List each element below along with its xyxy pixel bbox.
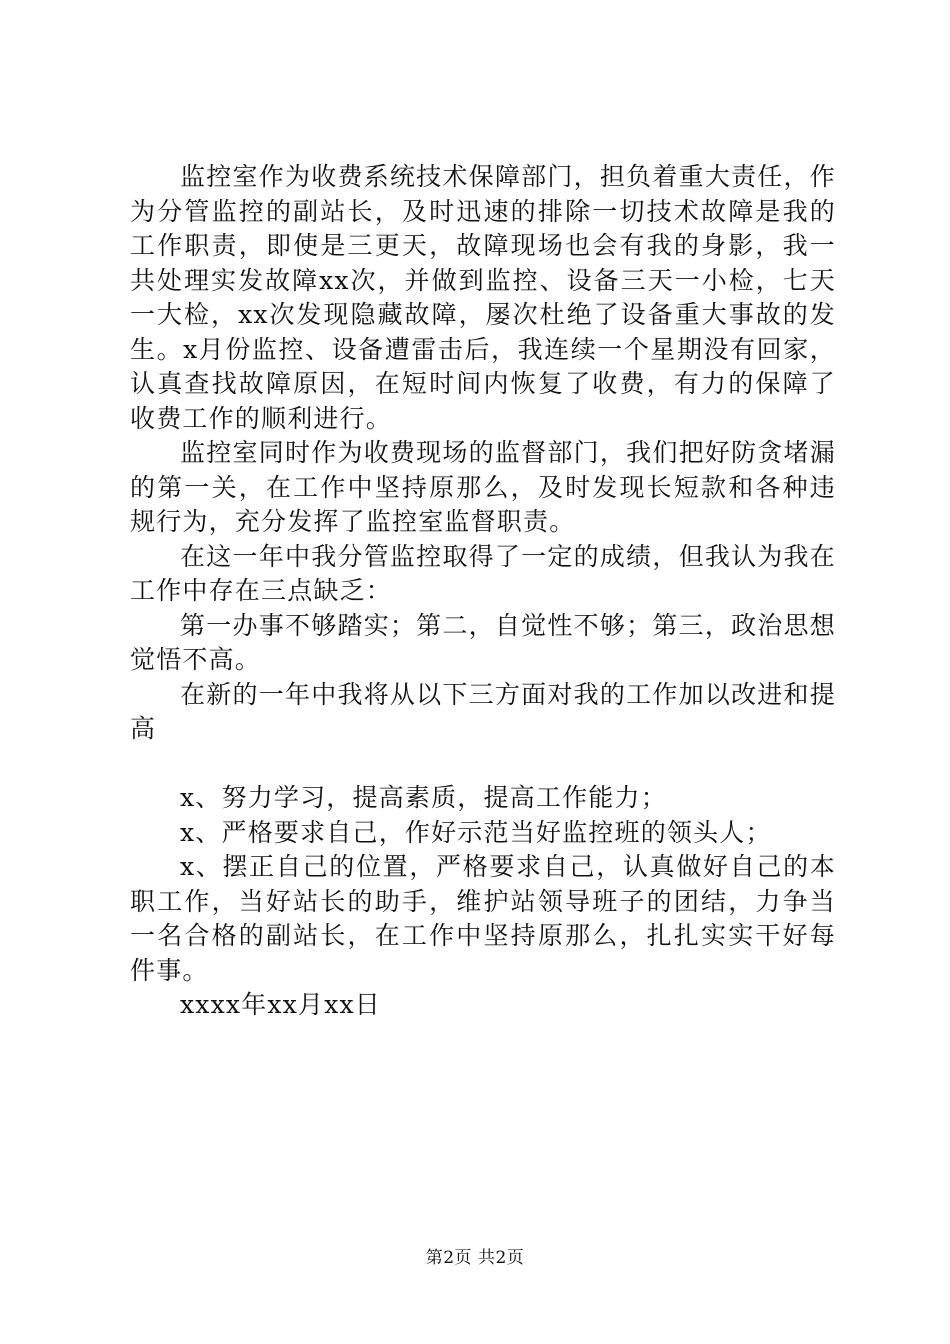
document-date: xxxx年xx月xx日 bbox=[180, 990, 381, 1019]
list-item-position: x、摆正自己的位置，严格要求自己，认真做好自己的本职工作，当好站长的助手，维护站领导班子的团结，力争当一名合格的副站长，在工作中坚持原那么，扎扎实实干好每件事。 bbox=[130, 852, 836, 985]
paragraph-technical-support: 监控室作为收费系统技术保障部门，担负着重大责任，作为分管监控的副站长，及时迅速的排除一切技术故障是我的工作职责，即使是三更天，故障现场也会有我的身影，我一共处理实发故障xx次，并做到监控、设备三天一小检，七天一大检，xx次发现隐藏故障，屡次杜绝了设备重大事故的发生。x月份监控、设备遭雷击后，我连续一个星期没有回家，认真查找故障原因，在短时间内恢复了收费，有力的保障了收费工作的顺利进行。 bbox=[130, 162, 836, 433]
list-item-study: x、努力学习，提高素质，提高工作能力； bbox=[180, 783, 667, 812]
paragraph-supervision: 监控室同时作为收费现场的监督部门，我们把好防贪堵漏的第一关，在工作中坚持原那么，及时发现长短款和各种违规行为，充分发挥了监控室监督职责。 bbox=[130, 438, 836, 536]
page-number: 第2页 共2页 bbox=[425, 1248, 525, 1268]
paragraph-improvement-intro: 在新的一年中我将从以下三方面对我的工作加以改进和提高 bbox=[130, 679, 836, 743]
paragraph-shortcomings: 第一办事不够踏实；第二，自觉性不够；第三，政治思想觉悟不高。 bbox=[130, 610, 836, 674]
document-body bbox=[130, 160, 836, 1023]
list-item-self-discipline: x、严格要求自己，作好示范当好监控班的领头人； bbox=[180, 817, 772, 847]
paragraph-achievements: 在这一年中我分管监控取得了一定的成绩，但我认为我在工作中存在三点缺乏： bbox=[130, 541, 836, 605]
